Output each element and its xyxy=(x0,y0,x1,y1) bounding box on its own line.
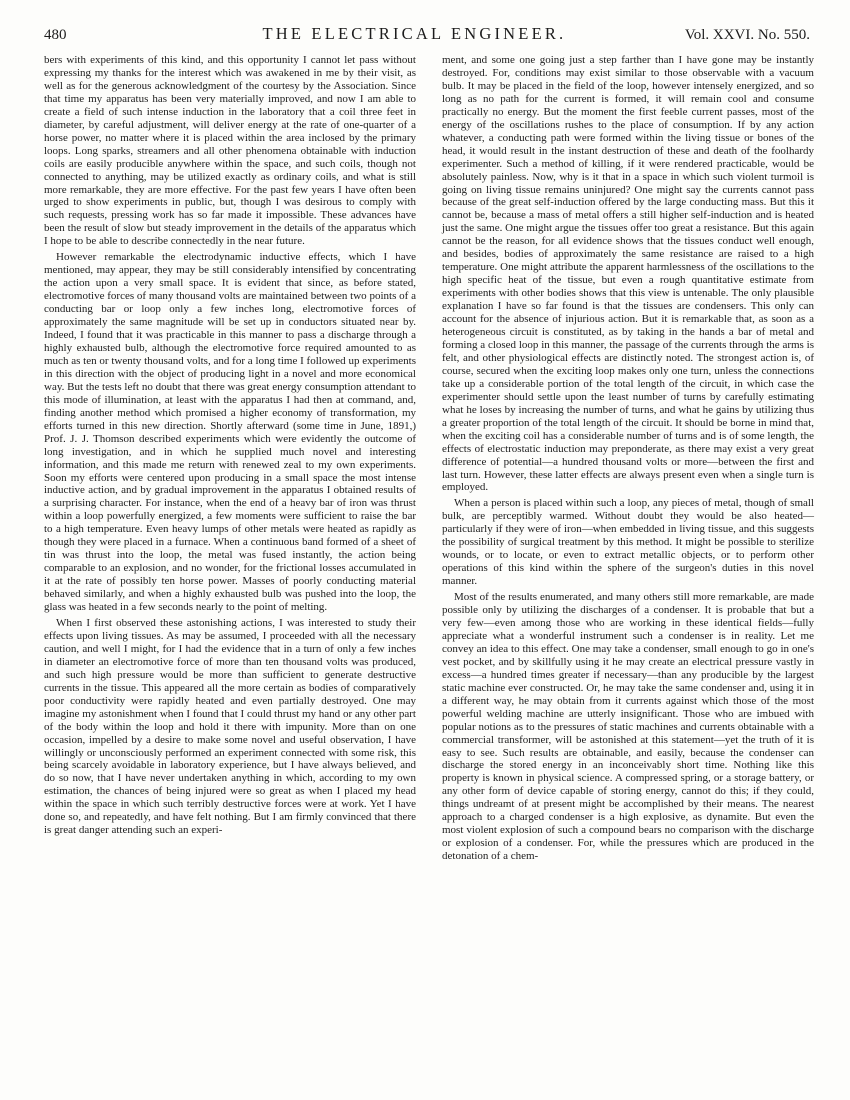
running-header xyxy=(44,24,810,48)
volume-number: Vol. XXVI. No. 550. xyxy=(684,27,810,43)
paragraph: When I first observed these astonishing actions, I was interested to study their effects upon living tissues. As may be assumed, I proceeded with all the necessary caution, and well I might, for I had the evidence that in a turn of only a few inches in diameter an electromotive force of more than ten thousand volts was produced, and such high pressure would be more than sufficient to generate destructive currents in the tissue. This appeared all the more certain as bodies of comparatively poor conductivity were rapidly heated and even partially destroyed. One may imagine my astonishment when I found that I could thrust my hand or any other part of the body within the loop and hold it there with impunity. More than on one occasion, impelled by a desire to make some novel and useful observation, I have willingly or unconsciously performed an experiment connected with some risk, this being scarcely avoidable in laboratory experience, but I have always believed, and do so now, that I have never undertaken anything in which, according to my own estimation, the chances of being injured were so great as when I placed my head within the space in which such terribly destructive forces were at work. Yet I have done so, and repeatedly, and have felt nothing. But I am firmly convinced that there is great danger attending such an experi- xyxy=(44,616,416,837)
left-column xyxy=(44,54,416,840)
journal-title: THE ELECTRICAL ENGINEER. xyxy=(262,24,567,43)
paragraph: However remarkable the electrodynamic inductive effects, which I have mentioned, may appear, they may be still considerably intensified by concentrating the action upon a very small space. It is evident that since, as before stated, electromotive forces of many thousand volts are maintained between two points of a conducting bar or loop only a few inches long, electromotive forces of approximately the same magnitude will be set up in conductors situated near by. Indeed, I found that it was practicable in this manner to pass a discharge through a highly exhausted bulb, although the electromotive force required amounted to as much as ten or twenty thousand volts, and for a long time I followed up experiments in this direction with the object of producing light in a novel and more economical way. But the tests left no doubt that there was great energy consumption attendant to this mode of illumination, at least with the apparatus I had then at command, and, finding another method which promised a higher economy of transformation, my efforts turned in this new direction. Shortly afterward (some time in June, 1891,) Prof. J. J. Thomson described experiments which were evidently the outcome of long investigation, and in which he supplied much novel and interesting information, and this made me return with renewed zeal to my own experiments. Soon my efforts were centered upon producing in a small space the most intense inductive action, and by gradual improvement in the apparatus I obtained results of a surprising character. For instance, when the end of a heavy bar of iron was thrust within a loop powerfully energized, a few moments were sufficient to raise the bar to a high temperature. Even heavy lumps of other metals were heated as rapidly as though they were placed in a furnace. When a continuous band formed of a sheet of tin was thrust into the loop, the metal was fused instantly, the action being comparable to an explosion, and no wonder, for the frictional losses accumulated in it at the rate of possibly ten horse power. Masses of poorly conducting material behaved similarly, and when a highly exhausted bulb was pushed into the loop, the glass was heated in a few seconds nearly to the point of melting. xyxy=(44,251,416,614)
paragraph: When a person is placed within such a loop, any pieces of metal, though of small bulk, are perceptibly warmed. Without doubt they would be also heated—particularly if they were of iron—when embedded in living tissue, and this suggests the possibility of surgical treatment by this method. It might be possible to sterilize wounds, or to locate, or even to extract metallic objects, or to perform other operations of this kind within the sphere of the surgeon's duties in this novel manner. xyxy=(442,497,814,588)
right-column xyxy=(442,54,814,866)
paragraph: ment, and some one going just a step farther than I have gone may be instantly destroyed. For, conditions may exist similar to those observable with a vacuum bulb. It may be placed in the field of the loop, however intensely energized, and so long as no path for the current is formed, it will remain cool and consume practically no energy. But the moment the first feeble current passes, most of the energy of the oscillations rushes to the place of consumption. If by any action whatever, a conducting path were formed within the living tissue or bones of the head, it would result in the instant destruction of these and death of the foolhardy experimenter. Such a method of killing, if it were rendered practicable, would be absolutely painless. Now, why is it that in a space in which such violent turmoil is going on living tissue remains uninjured? One might say the currents cannot pass because of the great self-induction offered by the large conducting mass. But this it cannot be, because a mass of metal offers a still higher self-induction and is heated just the same. One might argue the tissues offer too great a resistance. But this again cannot be the reason, for all evidence shows that the tissues conduct well enough, and besides, bodies of approximately the same resistance are raised to a high temperature. One might attribute the apparent harmlessness of the oscillations to the high specific heat of the tissue, but even a rough quantitative estimate from experiments with other bodies shows that this view is untenable. The only plausible explanation I have so far found is that the tissues are condensers. This only can account for the absence of injurious action. But it is remarkable that, as soon as a heterogeneous circuit is constituted, as by taking in the hands a bar of metal and forming a closed loop in this manner, the passage of the currents through the arms is felt, and other physiological effects are distinctly noted. The strongest action is, of course, secured when the exciting loop makes only one turn, unless the connections take up a considerable portion of the total length of the circuit, in which case the experimenter should settle upon the least number of turns by carefully estimating what he loses by increasing the number of turns, and what he gains by utilizing thus a greater proportion of the total length of the circuit. It should be borne in mind that, when the exciting coil has a considerable number of turns and is of some length, the effects of electrostatic induction may preponderate, as there may exist a very great difference of potential—a hundred thousand volts or more—between the first and last turn. However, these latter effects are always present even when a single turn is employed. xyxy=(442,54,814,494)
paragraph: Most of the results enumerated, and many others still more remarkable, are made possible only by utilizing the discharges of a condenser. It is probable that but a very few—even among those who are working in these identical fields—fully appreciate what a wonderful instrument such a condenser is in reality. Let me convey an idea to this effect. One may take a condenser, small enough to go in one's vest pocket, and by skillfully using it he may create an electrical pressure vastly in excess—a hundred times greater if necessary—than any producible by the largest static machine ever constructed. Or, he may take the same condenser and, using it in a different way, he may obtain from it currents against which those of the most powerful welding machine are utterly insignificant. Those who are imbued with popular notions as to the pressures of static machines and currents obtainable with a commercial transformer, will be astonished at this statement—yet the truth of it is easy to see. Such results are obtainable, and easily, because the condenser can discharge the stored energy in an inconceivably short time. Nothing like this property is known in physical science. A compressed spring, or a storage battery, or any other form of device capable of storing energy, cannot do this; if they could, things undreamt of at present might be accomplished by their means. The nearest approach to a charged condenser is a high explosive, as dynamite. But even the most violent explosion of such a compound bears no comparison with the discharge or explosion of a condenser. For, while the pressures which are produced in the detonation of a chem- xyxy=(442,591,814,863)
page-number: 480 xyxy=(44,27,67,43)
paragraph: bers with experiments of this kind, and this opportunity I cannot let pass without expressing my thanks for the interest which was awakened in me by their visit, as well as for the generous acknowledgment of the courtesy by the Association. Since that time my apparatus has been very materially improved, and now I am able to create a field of such intense induction in the laboratory that a coil three feet in diameter, by careful adjustment, will deliver energy at the rate of one-quarter of a horse power, no matter where it is placed within the area inclosed by the primary loops. Long sparks, streamers and all other phenomena obtainable with induction coils are easily producible anywhere within the space, and such coils, though not connected to anything, may be utilized exactly as ordinary coils, and what is still more remarkable, they are more effective. For the past few years I have often been urged to show experiments in public, but, though I was desirous to comply with such requests, pressing work has so far made it impossible. These advances have been the result of slow but steady improvement in the details of the apparatus which I hope to be able to describe connectedly in the near future. xyxy=(44,54,416,248)
